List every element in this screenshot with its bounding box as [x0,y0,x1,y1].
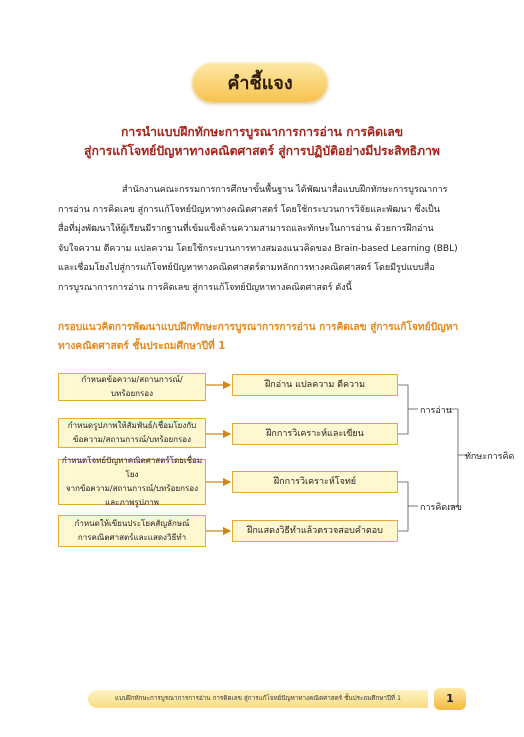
bracket-calculating [398,482,408,531]
paragraph-line: สื่อที่มุ่งพัฒนาให้ผู้เรียนมีรากฐานที่เข้มแข็งด้านความสามารถและทักษะในการอ่าน ด้วยการฝึกอ่าน [58,224,434,235]
left-box-line: บทร้อยกรอง [111,389,153,398]
heading-line-2: สู่การแก้โจทย์ปัญหาทางคณิตศาสตร์ สู่การปฏิบัติอย่างมีประสิทธิภาพ [84,144,440,158]
label-thinking: ทักษะการคิด [465,452,515,462]
mid-box-analyze-write: ฝึกการวิเคราะห์และเขียน [232,423,398,445]
left-box-line: กำหนดให้เขียนประโยคสัญลักษณ์ [74,519,190,528]
section-title-line-1: กรอบแนวคิดการพัฒนาแบบฝึกทักษะการบูรณาการการอ่าน การคิดเลข สู่การแก้โจทย์ปัญหา [58,322,459,333]
left-box-line: กำหนดโจทย์ปัญหาคณิตศาสตร์โดยเชื่อมโยง [61,456,203,479]
label-calculating: การคิดเลข [420,503,462,513]
paragraph-line: จับใจความ ตีความ แปลความ โดยใช้กระบวนการทางสมองแนวคิดของ Brain-based Learning (BBL) [58,243,458,254]
left-box-line: กำหนดรูปภาพให้สัมพันธ์/เชื่อมโยงกับ [67,421,197,430]
footer-bar: แบบฝึกทักษะการบูรณาการการอ่าน การคิดเลข สู่การแก้โจทย์ปัญหาทางคณิตศาสตร์ ชั้นประถมศึกษาปีที่ 1 [88,690,428,708]
bracket-thinking [448,409,458,506]
mid-box-show-solution: ฝึกแสดงวิธีทำแล้วตรวจสอบคำตอบ [232,520,398,542]
page-number: 1 [434,688,466,710]
label-reading: การอ่าน [420,406,452,416]
left-box-line: ข้อความ/สถานการณ์/บทร้อยกรอง [72,435,191,444]
mid-box-analyze-problem: ฝึกการวิเคราะห์โจทย์ [232,471,398,493]
left-box-line: กำหนดข้อความ/สถานการณ์/ [81,375,183,384]
section-title-line-2: ทางคณิตศาสตร์ ชั้นประถมศึกษาปีที่ 1 [58,341,226,352]
page-title: คำชี้แจง [192,62,328,102]
paragraph-line: สำนักงานคณะกรรมการการศึกษาขั้นพื้นฐาน ได้พัฒนาสื่อแบบฝึกทักษะการบูรณาการ [122,185,448,195]
paragraph-line: การบูรณาการการอ่าน การคิดเลข สู่การแก้โจทย์ปัญหาทางคณิตศาสตร์ ดังนี้ [58,282,352,293]
heading-line-1: การนำแบบฝึกทักษะการบูรณาการการอ่าน การคิดเลข [120,125,404,139]
paragraph-line: การอ่าน การคิดเลข สู่การแก้โจทย์ปัญหาทางคณิตศาสตร์ โดยใช้กระบวนการวิจัยและพัฒนา ซึ่งเป็น [58,204,440,215]
left-box-line: การคณิตศาสตร์และแสดงวิธีทำ [77,533,187,542]
left-box-1 [58,373,206,401]
left-box-3 [58,456,206,507]
left-box-line: จากข้อความ/สถานการณ์/บทร้อยกรอง [65,484,199,493]
left-box-line: และภาพรูปภาพ [105,498,159,507]
left-box-4 [58,515,206,547]
paragraph-line: และเชื่อมโยงไปสู่การแก้โจทย์ปัญหาทางคณิตศาสตร์ตามหลักการทางคณิตศาสตร์ โดยมีรูปแบบสื่อ [58,263,435,274]
bracket-reading [398,385,408,434]
mid-box-reading-interpret: ฝึกอ่าน แปลความ ตีความ [232,374,398,396]
left-box-2 [58,418,206,448]
